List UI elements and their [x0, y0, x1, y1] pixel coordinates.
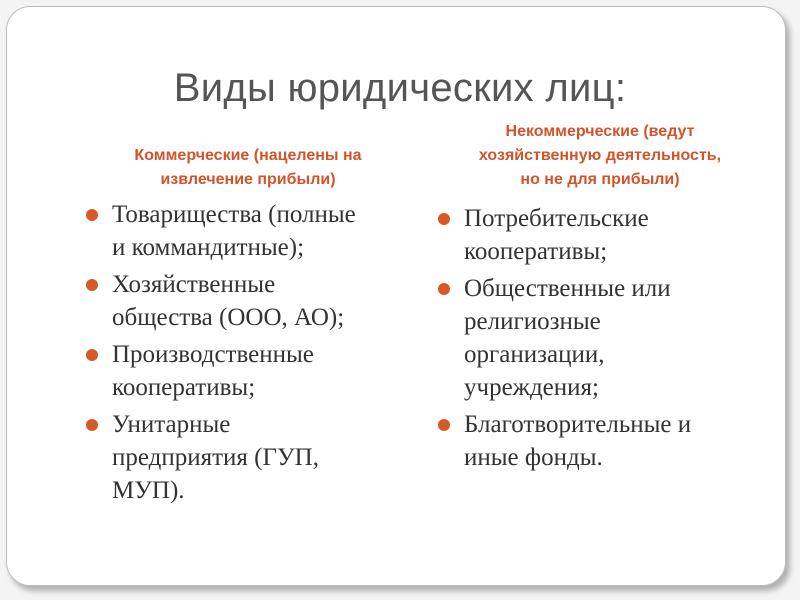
- commercial-heading-line: Коммерческие (нацелены на: [134, 147, 362, 164]
- bullet-dot-icon: [86, 279, 98, 291]
- noncommercial-list: [438, 202, 768, 478]
- list-item-line: кооперативы;: [464, 238, 608, 265]
- commercial-heading: [88, 144, 408, 192]
- list-item-line: религиозные: [464, 308, 601, 335]
- commercial-heading-line: извлечение прибыли): [160, 171, 336, 188]
- noncommercial-heading-line: Некоммерческие (ведут: [505, 123, 695, 140]
- list-item-line: Потребительские: [464, 205, 649, 232]
- list-item-line: организации,: [464, 341, 605, 368]
- list-item-line: кооперативы;: [112, 374, 256, 401]
- commercial-list: [86, 198, 416, 511]
- list-item-line: Товарищества (полные: [112, 201, 356, 228]
- noncommercial-heading-line: но не для прибыли): [520, 171, 680, 188]
- list-item: [438, 272, 768, 404]
- list-item: [86, 198, 416, 264]
- list-item-line: Благотворительные и: [464, 411, 692, 438]
- list-item-line: и коммандитные);: [112, 234, 305, 261]
- noncommercial-heading-line: хозяйственную деятельность,: [478, 147, 722, 164]
- noncommercial-heading: [420, 120, 780, 192]
- list-item-line: предприятия (ГУП,: [112, 444, 319, 471]
- bullet-dot-icon: [86, 209, 98, 221]
- slide-title: Виды юридических лиц:: [173, 66, 627, 110]
- bullet-dot-icon: [86, 349, 98, 361]
- bullet-dot-icon: [438, 213, 450, 225]
- list-item-line: Хозяйственные: [112, 271, 276, 298]
- bullet-dot-icon: [438, 283, 450, 295]
- list-item: [438, 408, 768, 474]
- list-item-line: иные фонды.: [464, 444, 603, 471]
- list-item-line: Производственные: [112, 341, 314, 368]
- list-item: [86, 268, 416, 334]
- list-item: [86, 338, 416, 404]
- list-item: [438, 202, 768, 268]
- list-item-line: учреждения;: [464, 374, 599, 401]
- list-item: [86, 408, 416, 507]
- bullet-dot-icon: [438, 419, 450, 431]
- bullet-dot-icon: [86, 419, 98, 431]
- list-item-line: МУП).: [112, 477, 185, 504]
- list-item-line: Общественные или: [464, 275, 671, 302]
- list-item-line: общества (ООО, АО);: [112, 304, 345, 331]
- list-item-line: Унитарные: [112, 411, 231, 438]
